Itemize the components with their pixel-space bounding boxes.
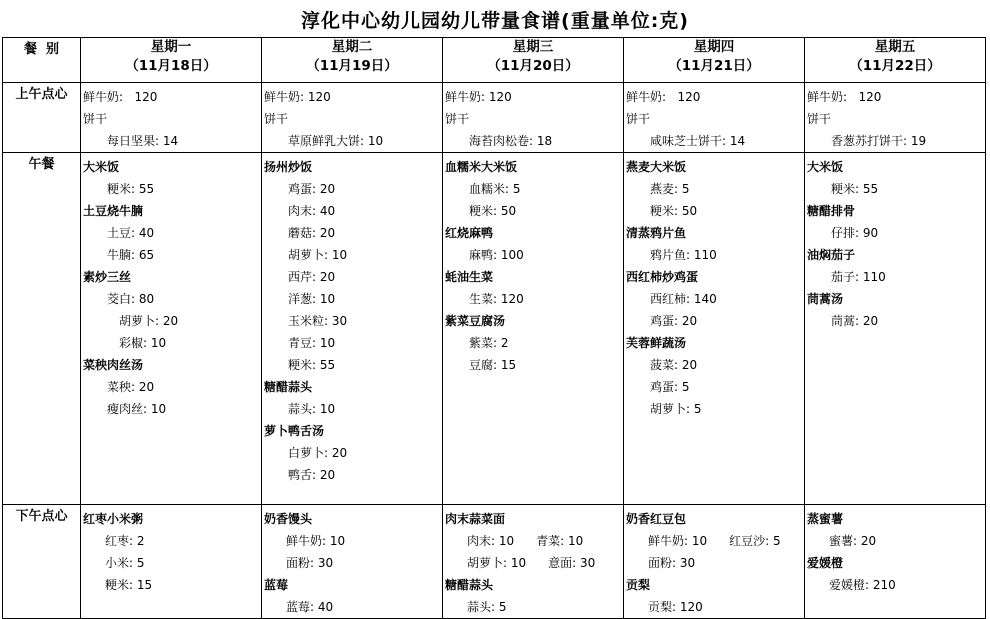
ingredient-line: 粳米: 55	[288, 358, 336, 372]
afternoon-snack-cell	[443, 505, 624, 619]
ingredient-line: 土豆: 40	[107, 226, 155, 240]
snack-item-line: 香葱苏打饼干: 19	[831, 134, 927, 148]
dish-name: 糖醋蒜头	[264, 380, 313, 394]
afternoon-snack-cell	[81, 505, 262, 619]
day-date: （11月20日）	[487, 58, 579, 74]
day-date: （11月21日）	[668, 58, 760, 74]
dish-name: 奶香馒头	[264, 512, 313, 526]
morning-snack-cell	[81, 83, 262, 153]
ingredient: 意面: 30	[548, 556, 596, 570]
ingredient-line: 粳米: 50	[650, 204, 698, 218]
dish-name: 清蒸鸦片鱼	[626, 226, 687, 240]
day-date: （11月22日）	[849, 58, 941, 74]
cell-content	[805, 505, 985, 596]
cell-content	[262, 505, 442, 618]
dish-name: 大米饭	[807, 160, 844, 174]
day-name: 星期三	[512, 39, 554, 55]
ingredient-line: 洋葱: 10	[288, 292, 336, 306]
ingredient-line: 鸡蛋: 20	[650, 314, 698, 328]
dish-name: 爱媛橙	[807, 556, 844, 570]
dish-name: 茼蒿汤	[807, 292, 844, 306]
day-date: （11月18日）	[125, 58, 217, 74]
ingredient-line: 生菜: 120	[469, 292, 524, 306]
ingredient-line: 鸦片鱼: 110	[650, 248, 717, 262]
ingredient: 蓝莓: 40	[286, 600, 334, 614]
ingredient: 鲜牛奶: 10	[648, 534, 708, 548]
ingredient: 爱媛橙: 210	[829, 578, 896, 592]
milk-line: 鲜牛奶: 120	[264, 90, 331, 104]
ingredient: 面粉: 30	[648, 556, 696, 570]
morning-snack-row	[3, 83, 986, 153]
ingredient-line: 西红柿: 140	[650, 292, 717, 306]
ingredient-line: 血糯米: 5	[469, 182, 521, 196]
ingredient-line: 鸡蛋: 20	[288, 182, 336, 196]
lunch-cell	[624, 153, 805, 505]
milk-line: 鲜牛奶: 120	[807, 90, 882, 104]
dish-name: 燕麦大米饭	[626, 160, 687, 174]
ingredient-line	[445, 530, 623, 552]
ingredient-line: 白萝卜: 20	[288, 446, 348, 460]
cell-content	[624, 153, 804, 420]
ingredient-line	[83, 574, 261, 596]
dish-name: 萝卜鸭舌汤	[264, 424, 325, 438]
lunch-cell	[81, 153, 262, 505]
cell-content	[805, 153, 985, 332]
dish-name: 素炒三丝	[83, 270, 132, 284]
ingredient-line: 彩椒: 10	[119, 336, 167, 350]
ingredient: 红豆沙: 5	[729, 534, 781, 548]
dish-name: 蓝莓	[264, 578, 289, 592]
ingredient-line	[264, 530, 442, 552]
dish-name: 芙蓉鲜蔬汤	[626, 336, 687, 350]
ingredient-line	[807, 530, 985, 552]
ingredient-line: 西芹: 20	[288, 270, 336, 284]
ingredient-line	[83, 530, 261, 552]
morning-snack-cell	[624, 83, 805, 153]
dish-name: 扬州炒饭	[264, 160, 313, 174]
ingredient: 蒜头: 5	[467, 600, 507, 614]
biscuit-line: 饼干	[264, 112, 289, 126]
meal-label-morning-snack: 上午点心	[3, 83, 81, 153]
ingredient-line: 鸭舌: 20	[288, 468, 336, 482]
cell-content	[443, 153, 623, 376]
ingredient-line: 紫菜: 2	[469, 336, 509, 350]
lunch-row	[3, 153, 986, 505]
biscuit-line: 饼干	[83, 112, 108, 126]
day-name: 星期五	[874, 39, 916, 55]
cell-content	[805, 83, 985, 152]
ingredient: 粳米: 15	[105, 578, 153, 592]
ingredient-line	[83, 552, 261, 574]
dish-name: 油焖茄子	[807, 248, 856, 262]
dish-name: 紫菜豆腐汤	[445, 314, 506, 328]
ingredient: 肉末: 10	[467, 534, 515, 548]
header-row	[3, 38, 986, 83]
ingredient-line	[445, 552, 623, 574]
snack-item-line: 草原鲜乳大饼: 10	[288, 134, 384, 148]
ingredient: 红枣: 2	[105, 534, 145, 548]
day-name: 星期四	[693, 39, 735, 55]
cell-content	[624, 505, 804, 618]
day-header-monday	[81, 38, 262, 83]
biscuit-line: 饼干	[807, 112, 832, 126]
ingredient-line: 瘦肉丝: 10	[107, 402, 167, 416]
dish-name: 大米饭	[83, 160, 120, 174]
dish-name: 红烧麻鸭	[445, 226, 494, 240]
cell-content	[262, 153, 442, 486]
ingredient-line	[626, 596, 804, 618]
dish-name: 肉末蒜菜面	[445, 512, 506, 526]
day-header-thursday	[624, 38, 805, 83]
dish-name: 贡梨	[626, 578, 651, 592]
afternoon-snack-cell	[805, 505, 986, 619]
day-name: 星期二	[331, 39, 373, 55]
ingredient-line: 菠菜: 20	[650, 358, 698, 372]
afternoon-snack-row	[3, 505, 986, 619]
menu-table	[2, 37, 986, 619]
ingredient-line: 粳米: 50	[469, 204, 517, 218]
ingredient-line: 菜秧: 20	[107, 380, 155, 394]
afternoon-snack-cell	[262, 505, 443, 619]
ingredient: 贡梨: 120	[648, 600, 703, 614]
cell-content	[443, 83, 623, 152]
morning-snack-cell	[805, 83, 986, 153]
dish-name: 奶香红豆包	[626, 512, 687, 526]
ingredient-line: 燕麦: 5	[650, 182, 690, 196]
ingredient-line: 麻鸭: 100	[469, 248, 524, 262]
ingredient-line	[264, 552, 442, 574]
ingredient-line: 玉米粒: 30	[288, 314, 348, 328]
day-header-wednesday	[443, 38, 624, 83]
snack-item-line: 每日坚果: 14	[107, 134, 179, 148]
dish-name: 蚝油生菜	[445, 270, 494, 284]
dish-name: 糖醋蒜头	[445, 578, 494, 592]
ingredient: 蜜薯: 20	[829, 534, 877, 548]
ingredient-line	[626, 552, 804, 574]
ingredient-line: 茭白: 80	[107, 292, 155, 306]
afternoon-snack-cell	[624, 505, 805, 619]
ingredient-line: 蒜头: 10	[288, 402, 336, 416]
cell-content	[262, 83, 442, 152]
day-date: （11月19日）	[306, 58, 398, 74]
ingredient-line: 仔排: 90	[831, 226, 879, 240]
morning-snack-cell	[443, 83, 624, 153]
ingredient: 面粉: 30	[286, 556, 334, 570]
ingredient: 胡萝卜: 10	[467, 556, 527, 570]
dish-name: 糖醋排骨	[807, 204, 856, 218]
cell-content	[624, 83, 804, 152]
meal-label-afternoon-snack: 下午点心	[3, 505, 81, 619]
ingredient-line: 牛腩: 65	[107, 248, 155, 262]
dish-name: 红枣小米粥	[83, 512, 144, 526]
ingredient-line: 茄子: 110	[831, 270, 886, 284]
ingredient-line: 胡萝卜: 5	[650, 402, 702, 416]
snack-item-line: 咸味芝士饼干: 14	[650, 134, 746, 148]
ingredient-line: 胡萝卜: 20	[119, 314, 179, 328]
lunch-cell	[262, 153, 443, 505]
lunch-cell	[443, 153, 624, 505]
milk-line: 鲜牛奶: 120	[83, 90, 158, 104]
dish-name: 蒸蜜薯	[807, 512, 844, 526]
biscuit-line: 饼干	[626, 112, 651, 126]
ingredient-line: 茼蒿: 20	[831, 314, 879, 328]
meal-label-lunch: 午餐	[3, 153, 81, 505]
day-header-tuesday	[262, 38, 443, 83]
ingredient-line: 粳米: 55	[107, 182, 155, 196]
milk-line: 鲜牛奶: 120	[626, 90, 701, 104]
dish-name: 血糯米大米饭	[445, 160, 518, 174]
dish-name: 西红柿炒鸡蛋	[626, 270, 699, 284]
ingredient-line: 蘑菇: 20	[288, 226, 336, 240]
ingredient-line	[264, 596, 442, 618]
biscuit-line: 饼干	[445, 112, 470, 126]
day-name: 星期一	[150, 39, 192, 55]
ingredient-line	[626, 530, 804, 552]
page-title: 淳化中心幼儿园幼儿带量食谱(重量单位:克)	[301, 10, 689, 32]
meal-column-header: 餐 别	[3, 38, 81, 83]
ingredient-line: 豆腐: 15	[469, 358, 517, 372]
ingredient-line: 鸡蛋: 5	[650, 380, 690, 394]
ingredient: 鲜牛奶: 10	[286, 534, 346, 548]
cell-content	[81, 505, 261, 596]
snack-item-line: 海苔肉松卷: 18	[469, 134, 553, 148]
ingredient-line	[445, 596, 623, 618]
day-header-friday	[805, 38, 986, 83]
lunch-cell	[805, 153, 986, 505]
cell-content	[81, 83, 261, 152]
ingredient-line: 胡萝卜: 10	[288, 248, 348, 262]
ingredient-line: 粳米: 55	[831, 182, 879, 196]
dish-name: 菜秧肉丝汤	[83, 358, 144, 372]
cell-content	[81, 153, 261, 420]
ingredient: 青菜: 10	[536, 534, 584, 548]
cell-content	[443, 505, 623, 618]
milk-line: 鲜牛奶: 120	[445, 90, 512, 104]
ingredient-line	[807, 574, 985, 596]
ingredient-line: 青豆: 10	[288, 336, 336, 350]
morning-snack-cell	[262, 83, 443, 153]
ingredient: 小米: 5	[105, 556, 145, 570]
dish-name: 土豆烧牛腩	[83, 204, 144, 218]
ingredient-line: 肉末: 40	[288, 204, 336, 218]
